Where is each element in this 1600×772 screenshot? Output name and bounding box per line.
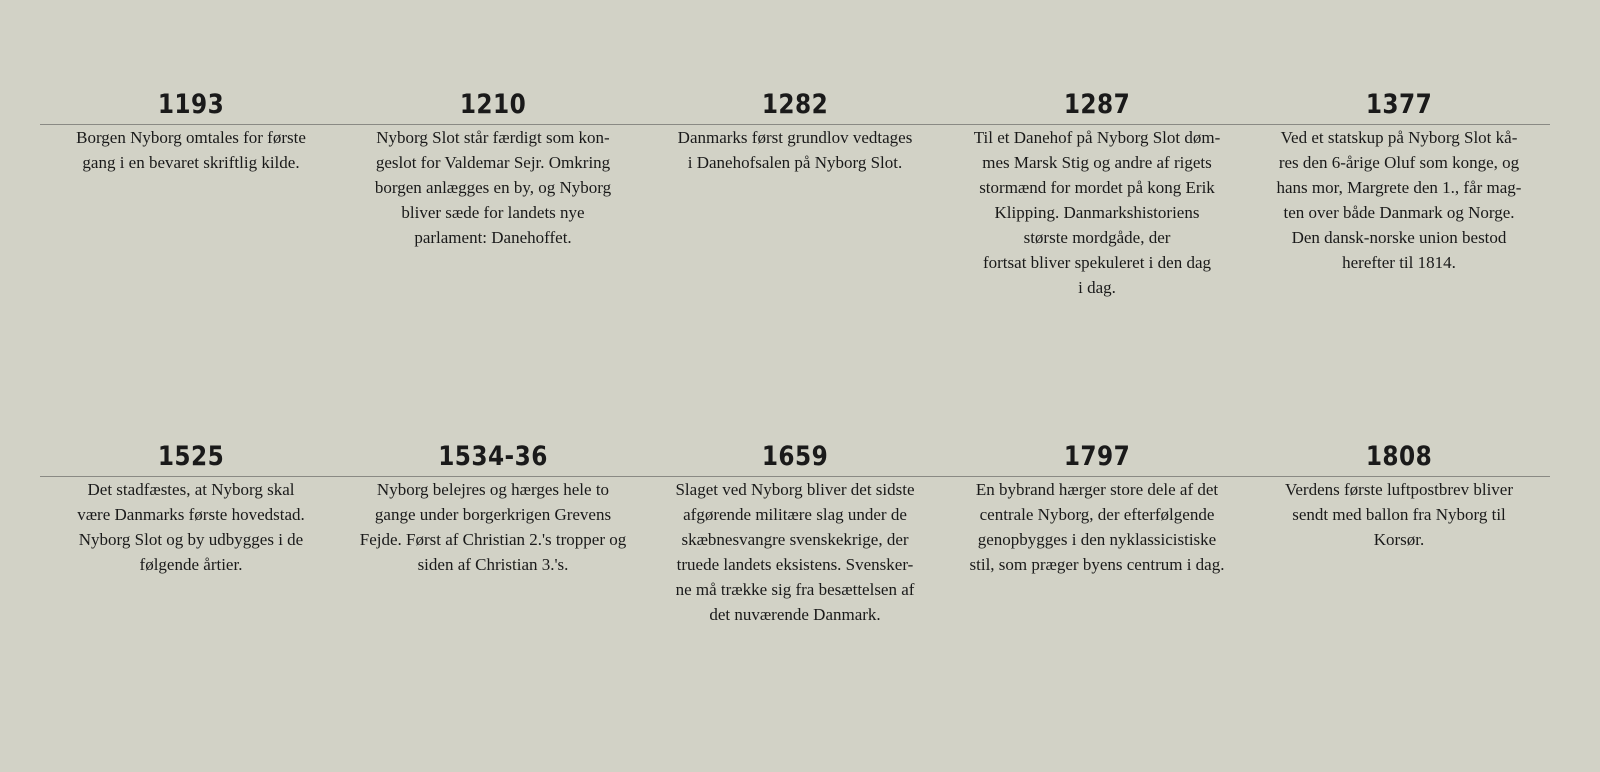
- entry-line: det nuværende Danmark.: [709, 605, 881, 624]
- entry-line: truede landets eksistens. Svensker-: [676, 555, 914, 574]
- entry-line: sendt med ballon fra Nyborg til: [1292, 505, 1506, 524]
- entry-line: Nyborg Slot står færdigt som kon-: [376, 128, 610, 147]
- entry-line: være Danmarks første hovedstad.: [77, 505, 305, 524]
- entry-line: stil, som præger byens centrum i dag.: [969, 555, 1225, 574]
- entry-line: Fejde. Først af Christian 2.'s tropper og: [359, 530, 627, 549]
- entry-line: Verdens første luftpostbrev bliver: [1284, 480, 1514, 499]
- year-label: 1534-36: [438, 441, 548, 472]
- entry-line: fortsat bliver spekuleret i den dag: [982, 253, 1211, 272]
- entry-text: [40, 125, 342, 175]
- entry-line: skæbnesvangre svenskekrige, der: [681, 530, 909, 549]
- year-rule: [40, 86, 342, 125]
- entry-line: ten over både Danmark og Norge.: [1283, 203, 1515, 222]
- entry-line: Nyborg belejres og hærges hele to: [376, 480, 610, 499]
- entry-line: parlament: Danehoffet.: [414, 228, 572, 247]
- year-rule: [40, 438, 342, 477]
- year-label: 1282: [761, 89, 829, 120]
- timeline-entry-1193: [40, 86, 342, 300]
- year-label: 1808: [1365, 441, 1433, 472]
- entry-line: Nyborg Slot og by udbygges i de: [78, 530, 304, 549]
- year-rule: [946, 438, 1248, 477]
- entry-line: Slaget ved Nyborg bliver det sidste: [675, 480, 915, 499]
- entry-line: gang i en bevaret skriftlig kilde.: [82, 153, 300, 172]
- entry-line: ne må trække sig fra besættelsen af: [675, 580, 915, 599]
- year-label: 1659: [761, 441, 829, 472]
- year-label: 1797: [1063, 441, 1131, 472]
- year-rule: [342, 86, 644, 125]
- timeline-entry-1287: [946, 86, 1248, 300]
- year-label: 1210: [459, 89, 527, 120]
- timeline-entry-1525: [40, 438, 342, 627]
- entry-text: [342, 477, 644, 577]
- year-rule: [1248, 438, 1550, 477]
- year-rule: [644, 438, 946, 477]
- timeline-entry-1282: [644, 86, 946, 300]
- entry-line: største mordgåde, der: [1023, 228, 1171, 247]
- year-label: 1377: [1365, 89, 1433, 120]
- year-label: 1193: [157, 89, 225, 120]
- entry-line: Til et Danehof på Nyborg Slot døm-: [973, 128, 1221, 147]
- timeline-row-1: [40, 86, 1550, 300]
- entry-line: følgende årtier.: [139, 555, 243, 574]
- entry-line: siden af Christian 3.'s.: [417, 555, 569, 574]
- year-label: 1287: [1063, 89, 1131, 120]
- timeline-entry-1659: [644, 438, 946, 627]
- entry-line: res den 6-årige Oluf som konge, og: [1278, 153, 1520, 172]
- entry-line: borgen anlægges en by, og Nyborg: [374, 178, 612, 197]
- timeline-entry-1534-36: [342, 438, 644, 627]
- timeline-entry-1377: [1248, 86, 1550, 300]
- entry-line: Klipping. Danmarkshistoriens: [994, 203, 1200, 222]
- entry-text: [40, 477, 342, 577]
- entry-line: Danmarks først grundlov vedtages: [677, 128, 913, 147]
- entry-line: centrale Nyborg, der efterfølgende: [979, 505, 1215, 524]
- entry-line: herefter til 1814.: [1342, 253, 1456, 272]
- timeline-entry-1210: [342, 86, 644, 300]
- entry-text: [946, 477, 1248, 577]
- entry-line: genopbygges i den nyklassicistiske: [977, 530, 1217, 549]
- timeline-entry-1808: [1248, 438, 1550, 627]
- entry-line: gange under borgerkrigen Grevens: [374, 505, 612, 524]
- entry-text: [644, 125, 946, 175]
- entry-line: Borgen Nyborg omtales for første: [76, 128, 306, 147]
- entry-line: i dag.: [1078, 278, 1116, 297]
- timeline-row-2: [40, 438, 1550, 627]
- entry-line: Det stadfæstes, at Nyborg skal: [87, 480, 295, 499]
- entry-text: [946, 125, 1248, 300]
- entry-line: hans mor, Margrete den 1., får mag-: [1276, 178, 1522, 197]
- year-label: 1525: [157, 441, 225, 472]
- entry-text: [1248, 477, 1550, 552]
- year-rule: [1248, 86, 1550, 125]
- year-rule: [644, 86, 946, 125]
- entry-line: afgørende militære slag under de: [683, 505, 907, 524]
- entry-text: [644, 477, 946, 627]
- year-rule: [342, 438, 644, 477]
- entry-line: Ved et statskup på Nyborg Slot kå-: [1280, 128, 1518, 147]
- year-rule: [946, 86, 1248, 125]
- entry-text: [342, 125, 644, 250]
- entry-line: En bybrand hærger store dele af det: [975, 480, 1219, 499]
- entry-line: bliver sæde for landets nye: [401, 203, 585, 222]
- entry-line: stormænd for mordet på kong Erik: [979, 178, 1215, 197]
- entry-text: [1248, 125, 1550, 275]
- entry-line: mes Marsk Stig og andre af rigets: [982, 153, 1212, 172]
- entry-line: Korsør.: [1373, 530, 1425, 549]
- entry-line: Den dansk-norske union bestod: [1291, 228, 1507, 247]
- timeline-entry-1797: [946, 438, 1248, 627]
- entry-line: geslot for Valdemar Sejr. Omkring: [375, 153, 611, 172]
- entry-line: i Danehofsalen på Nyborg Slot.: [687, 153, 903, 172]
